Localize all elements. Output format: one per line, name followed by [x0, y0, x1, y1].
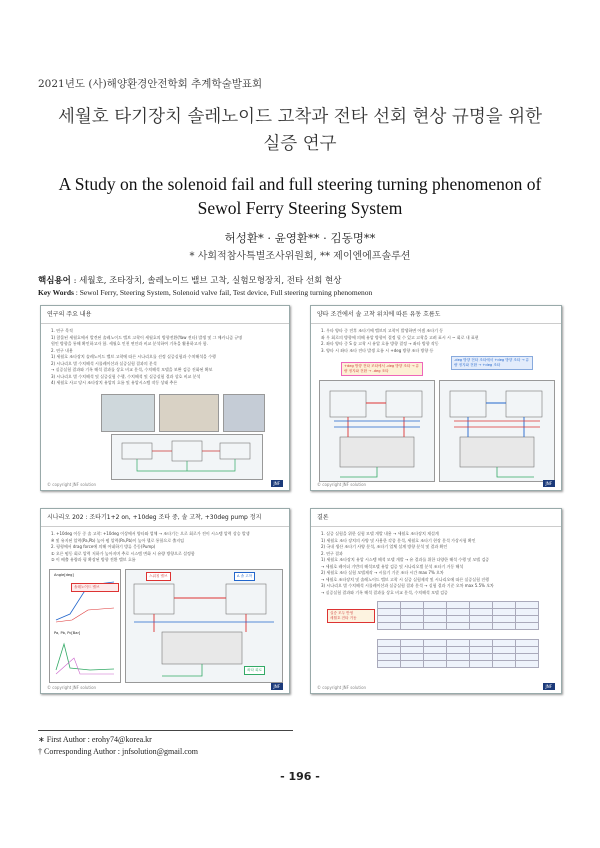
text-line: ② 이 배출 유량과 평 확장된 방향 전환 밸브 흐름	[51, 557, 136, 562]
hydraulic-circuit-diagram	[111, 434, 263, 480]
tag-a-solenoid-stuck: A 솔 고착	[234, 572, 255, 581]
tag-switching-valve: 스위칭 밸브	[146, 572, 171, 581]
korean-keywords-text: : 세월호, 조타장치, 솔레노이드 밸브 고착, 실험모형장치, 전타 선회 현상	[73, 276, 342, 286]
legend-solenoid: 솔레노이드 밸브	[71, 583, 119, 592]
panel-heading: 시나리오 202 : 조타기1+2 on, +10deg 조타 중, 솔 고착, +30deg pump 정지	[41, 509, 289, 527]
panel-footer: © copyright JNF solution	[317, 685, 367, 690]
left-flow-diagram	[319, 380, 435, 482]
english-title-line1: A Study on the solenoid fail and full steering turning phenomenon of	[58, 174, 542, 194]
left-circuit-lines	[320, 381, 434, 481]
text-line: ※ 및 유지된 압력(Pa,Pb) 높아 펌 압력(Pa,Pb)이 높아 헬로 통합으로 출지임	[51, 537, 184, 543]
panel-text	[321, 328, 551, 354]
text-line: 2. 평형에서 drag force에 의해 어네하기 방류 응동(Pump)	[51, 544, 156, 549]
circuit-lines	[112, 435, 262, 479]
photo-solenoid-valve	[159, 394, 219, 432]
right-circuit-lines	[440, 381, 554, 481]
panel-footer: © copyright JNF solution	[47, 482, 97, 487]
korean-title-line2: 실증 연구	[263, 134, 337, 154]
english-keywords-text: : Sewol Ferry, Steering System, Solenoid valve fail, Test device, Full steering turning phenomenon	[75, 288, 373, 297]
right-flow-diagram	[439, 380, 555, 482]
english-title	[0, 172, 600, 220]
text-line: 1. 우타 양타 중 전후 조타기에 밸브의 고착이 발생하면 어셈 조타기 동	[321, 328, 444, 333]
panel-text	[321, 531, 551, 596]
panel-conclusion	[310, 508, 562, 694]
korean-title	[0, 104, 600, 158]
jnf-logo: JNF	[543, 480, 555, 487]
right-scenario-label: -deg 방향 전타 조타에서 +deg 방향 조타 → 유량 정지와 전환 → +deg 조타	[451, 356, 533, 370]
conference-header: 2021년도 (사)해양환경안전학회 추계학술발표회	[38, 78, 263, 90]
text-line: 2) 세월호 조타 실험 모델제작 → 시뮬기 기준 조타 시간 max 7% 오차	[321, 570, 444, 575]
jnf-logo: JNF	[271, 480, 283, 487]
pressure-axis-label: Pa, Pb, Pc[Bar]	[54, 631, 81, 635]
panel-flow-by-solenoid-position	[310, 305, 562, 491]
text-line: 1) 세월호 조타장치 유압 시스템 해석 모델 개발 → 유 결과를 위한 다양한 해석 수행 및 모델 검증	[321, 557, 490, 562]
text-line: 3. 양타 시 좌타 조타 전타 발생 흐름 시 +deg 방향 조타 방향 등	[321, 347, 434, 353]
photo-test-device	[223, 394, 265, 432]
text-line: ① 오른 펌동 회로 압력 저하가 높아지며 추로 시스템 변화 시 유량 방향으로 설정함	[51, 550, 195, 556]
text-line: 3) 시나리오 별 수치해석 시뮬레이션과 실증실험 결과 분석 → 실험 결과 기준 오차 max 5.5% 오차	[321, 583, 494, 588]
text-line: → 세월호 조타장치 및 솔레노이드 밸브 고착 시 실증 실험제작 및 시나리오에 따른 실증실험 진행	[321, 576, 489, 582]
panel-footer: © copyright JNF solution	[47, 685, 97, 690]
panel-text	[51, 328, 279, 387]
author-names: 허성환* · 윤영환** · 김동명**	[224, 231, 376, 245]
text-line: 4) 세월호 사고 당시 조타장치 유압의 흐름 및 유압시스템 작동 상태 추론	[51, 380, 178, 385]
english-keywords	[38, 288, 372, 297]
panel-heading: 결론	[311, 509, 561, 527]
text-line: 원인 방향을 통해 확인하고자 함. 세월호 인천 연안과 비교 분석하여 기록을 활용하고자 함.	[51, 341, 208, 346]
text-line: 2. 연구 결과	[321, 550, 343, 556]
text-line: 1) 세월호 조타장치 솔레노이드 밸브 고착에 따른 시나리오를 선정 실증실험과 수치해석을 수행	[51, 354, 216, 359]
text-line: 1. +10deg 이동 중 솔 고착: +10deg 이상에서 양타와 업체 → 조타기는 으로 회로가 전이 시스템 압력 상승 발생	[51, 531, 250, 536]
author-affiliations: * 사회적참사특별조사위원회, ** 제이엔에프솔루션	[189, 251, 411, 262]
korean-keywords-label: 핵심용어	[38, 276, 71, 286]
jnf-logo: JNF	[271, 683, 283, 690]
first-author-footnote: ∗ First Author : erohy74@korea.kr	[38, 735, 152, 744]
text-line: 1. 실증 실험을 위한 실험 모델 개발 내용 → 세월호 조타장치 재설계	[321, 531, 439, 536]
panel-scenario-202	[40, 508, 290, 694]
english-title-line2: Sewol Ferry Steering System	[197, 198, 403, 218]
text-line: 2) 시나리오 별 수치해석 시뮬레이션과 실증실험 결과의 분석	[51, 360, 157, 366]
text-line: 좌 우 회로의 방향에 의해 유압 방향이 결정 될 수 있고 고착을 고려 표시 시 ~ 회로 내 표현	[321, 334, 479, 340]
korean-title-line1: 세월호 타기장치 솔레노이드 고착과 전타 선회 현상 규명을 위한	[57, 107, 543, 127]
panel-research-overview	[40, 305, 290, 491]
panel-footer: © copyright JNF solution	[317, 482, 367, 487]
korean-keywords	[38, 274, 341, 286]
conclusion-note: 실증 모두 반영 세월호 전타 거동	[327, 609, 375, 623]
text-line: 3) 시나리오 별 수치해석 및 실증실험 수행, 수치해석 및 실증실험 결과 상호 비교 분석	[51, 373, 201, 379]
text-line: 1) 참몰된 세월호에서 발견된 솔레노이드 밸브 고착이 세월호의 방향전환(Yaw 전타) 발생 및 그 메카니즘 규명	[51, 334, 243, 340]
text-line: 2. 좌타 양타 중 S 솔 고착 시 유압 흐름 방향 결정 → 좌타 방향 작동	[321, 341, 439, 346]
photo-steering-gear	[101, 394, 155, 432]
english-keywords-label: Key Words	[38, 288, 74, 297]
results-table-1	[377, 601, 539, 630]
angle-axis-label: Angle[deg]	[54, 573, 74, 577]
panel-text	[51, 531, 279, 564]
corresponding-author-footnote: † Corresponding Author : jnfsolution@gmail.com	[38, 747, 199, 756]
text-line: → 실증실험 결과와 기록 해석 결과를 상호 비교 분석, 수치해석 모델 검증	[321, 589, 448, 595]
text-line: 1. 연구 목적	[51, 328, 73, 333]
text-line: → 실증실험 결과와 기록 해석 결과를 상호 비교 분석, 수치해석 모델을 보완 검증 진화된 확보	[51, 367, 213, 372]
left-scenario-label: +deg 방향 전타 조타에서 -deg 방향 조타 → 유량 정지와 전환 → -deg 조타	[341, 362, 423, 376]
text-line: 2. 연구 내용	[51, 347, 73, 353]
scenario-circuit-diagram	[125, 569, 283, 683]
panel-heading: 연구의 주요 내용	[41, 306, 289, 324]
text-line: → 세월호 레이더 기반의 해석모델 유압 검증 및 시나리오별 분석 조타기 거동 해석	[321, 563, 464, 569]
jnf-logo: JNF	[543, 683, 555, 690]
text-line: 2) 국내 생산 조타기 사양 분석, 조타기 업체 설계 방향 분석 및 결과 확인	[321, 544, 448, 549]
footnote-divider	[38, 730, 293, 731]
panel-heading: 양타 조건에서 솔 고착 위치에 따른 유동 흐름도	[311, 306, 561, 324]
text-line: 1) 세월호 조타 장치의 사양 및 사용한 각종 분석, 세월호 조타기 현장 분석 가상시험 확인	[321, 537, 476, 543]
results-table-2	[377, 639, 539, 668]
tag-port-circuit: 좌타 회로	[244, 666, 265, 675]
page-number: - 196 -	[280, 770, 320, 783]
